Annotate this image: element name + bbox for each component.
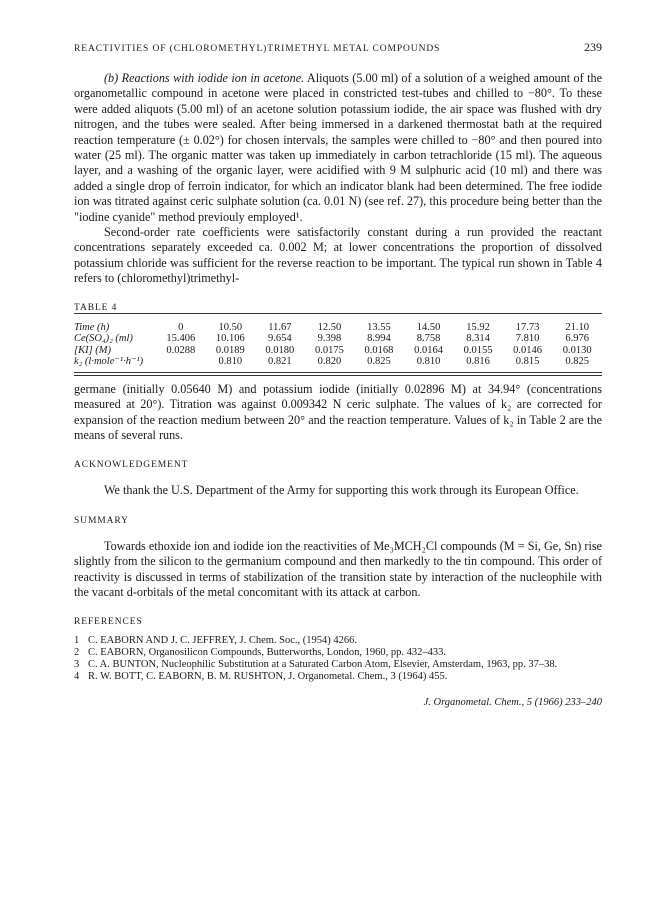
table-bottom-rule-2: [74, 375, 602, 376]
table-cell: 11.67: [268, 321, 292, 333]
table-cell: 0.821: [268, 356, 292, 368]
table-cell: 6.976: [565, 333, 589, 345]
row-label: Time (h): [74, 321, 110, 333]
reference-text: C. EABORN, Organosilicon Compounds, Butterworths, London, 1960, pp. 432–433.: [88, 647, 446, 659]
table-cell: 10.50: [218, 321, 243, 333]
table-cell: 0: [178, 321, 184, 333]
table-cell: 0.825: [367, 356, 391, 368]
table-top-rule: [74, 313, 602, 314]
table-row: [74, 322, 602, 334]
document-page: [74, 40, 602, 708]
reference-item: [74, 647, 602, 659]
references-heading: REFERENCES: [74, 617, 143, 628]
table-cell: 0.825: [565, 356, 589, 368]
table-cell: 0.0288: [166, 344, 196, 356]
table-row: [74, 356, 602, 368]
table-row: [74, 345, 602, 357]
table-cell: 0.0146: [513, 344, 543, 356]
table-cell: 0.0180: [265, 344, 295, 356]
table-cell: 8.994: [367, 333, 391, 345]
table-cell: 0.0155: [463, 344, 493, 356]
row-label: Ce(SO₄)₂ (ml): [74, 333, 133, 345]
table-cell: 9.398: [317, 333, 342, 345]
table-cell: 13.55: [367, 321, 391, 333]
table-cell: 9.654: [268, 333, 292, 345]
reference-item: [74, 671, 602, 683]
table-cell: 10.106: [215, 333, 245, 345]
reference-item: [74, 659, 602, 671]
journal-footer: J. Organometal. Chem., 5 (1966) 233–240: [423, 697, 602, 709]
reference-text: C. A. BUNTON, Nucleophilic Substitution at a Saturated Carbon Atom, Elsevier, Amsterdam, 1963, pp. 37–38.: [88, 659, 558, 671]
reference-number: 2: [74, 647, 80, 659]
page-number: 239: [584, 40, 602, 54]
table-cell: 0.0164: [414, 344, 443, 356]
row-label: k₂ (l·mole⁻¹·h⁻¹): [74, 356, 144, 368]
table-cell: 15.92: [466, 321, 490, 333]
row-label: [KI] (M): [74, 344, 112, 356]
table-cell: 12.50: [317, 321, 342, 333]
table-cell: 15.406: [166, 333, 196, 345]
table-cell: 0.810: [416, 356, 441, 368]
table-cell: 0.0168: [364, 344, 394, 356]
reference-number: 1: [74, 635, 80, 647]
table-cell: 0.820: [317, 356, 342, 368]
table-cell: 0.0189: [215, 344, 245, 356]
paragraph-label: (b) Reactions with iodide ion in acetone.: [104, 71, 305, 85]
table-cell: 0.815: [515, 356, 540, 368]
reference-number: 3: [74, 659, 80, 671]
table-cell: 0.816: [466, 356, 490, 368]
reference-item: [74, 635, 602, 647]
table-cell: 0.810: [218, 356, 243, 368]
paragraph-text: Aliquots (5.00 ml) of a solution of a weighed amount of the organometallic compound in acetone were placed in constricted test-tubes and chilled to −80°. To these were added aliquots (5.00 ml) of an acetone solution potassium iodide, the air space was flushed with dry nitrogen, and the tubes were sealed. After being immersed in a darkened thermostat bath at the required reaction temperature (± 0.02°) for chosen intervals, the samples were chilled to −80° and then poured into water (25 ml). The organic matter was taken up immediately in carbon tetrachloride (15 ml). The aqueous layer, and a washing of the organic layer, were acidified with 9 M sulphuric acid (10 ml) and there was added a single drop of ferroin indicator, for which an indicator blank had been determined. The free iodide ion was titrated against ceric sulphate solution (ca. 0.01 N) (see ref. 27), this procedure being better than the "iodine cyanide" method previouly employed¹.: [74, 71, 602, 224]
table-cell: 21.10: [565, 321, 589, 333]
paragraph-rate-coefficients: Second-order rate coefficients were satisfactorily constant during a run provided the reactant concentrations separately exceeded ca. 0.002 M; at lower concentrations the proportion of dissolved potassium chloride was sufficient for the reverse reaction to be important. The typical run shown in Table 4 refers to (chloromethyl)trimethyl-: [74, 225, 602, 286]
paragraph-after-table: germane (initially 0.05640 M) and potassium iodide (initially 0.02896 M) at 34.94° (concentrations measured at 20°). Titration was against 0.009342 N ceric sulphate. The values of k₂ are corrected for expansion of the reaction medium between 20° and the reaction temperature. Values of k₂ in Table 2 are the means of several runs.: [74, 381, 602, 442]
acknowledgement-heading: ACKNOWLEDGEMENT: [74, 460, 189, 471]
reference-text: C. EABORN AND J. C. JEFFREY, J. Chem. Soc., (1954) 4266.: [88, 635, 358, 647]
running-head: [74, 40, 602, 55]
table-cell: 7.810: [515, 333, 540, 345]
summary-text: Towards ethoxide ion and iodide ion the reactivities of Me₃MCH₂Cl compounds (M = Si, Ge, Sn) rise slightly from the silicon to the germanium compound and then markedly to the tin compound. This order of reactivity is discussed in terms of stabilization of the transition state by interaction of the nucleophile with the vacant d-orbitals of the metal concomitant with its attack at carbon.: [74, 538, 602, 599]
table-cell: 0.0130: [562, 344, 592, 356]
data-table: [74, 322, 602, 368]
summary-heading: SUMMARY: [74, 515, 129, 526]
table-label: TABLE 4: [74, 302, 118, 313]
reference-text: R. W. BOTT, C. EABORN, B. M. RUSHTON, J. Organometal. Chem., 3 (1964) 455.: [88, 671, 448, 683]
table-cell: 17.73: [515, 321, 540, 333]
paragraph-iodide-reactions: [74, 71, 602, 225]
reference-number: 4: [74, 671, 80, 683]
acknowledgement-text: We thank the U.S. Department of the Army for supporting this work through its European Office.: [104, 483, 579, 498]
table-cell: 14.50: [416, 321, 441, 333]
table-cell: 8.758: [416, 333, 441, 345]
reference-list: [74, 635, 602, 683]
running-head-title: REACTIVITIES OF (CHLOROMETHYL)TRIMETHYL METAL COMPOUNDS: [74, 44, 441, 54]
table-cell: 8.314: [466, 333, 490, 345]
table-bottom-rule: [74, 372, 602, 373]
table-row: [74, 333, 602, 345]
table-cell: [156, 356, 206, 368]
table-cell: 0.0175: [314, 344, 344, 356]
